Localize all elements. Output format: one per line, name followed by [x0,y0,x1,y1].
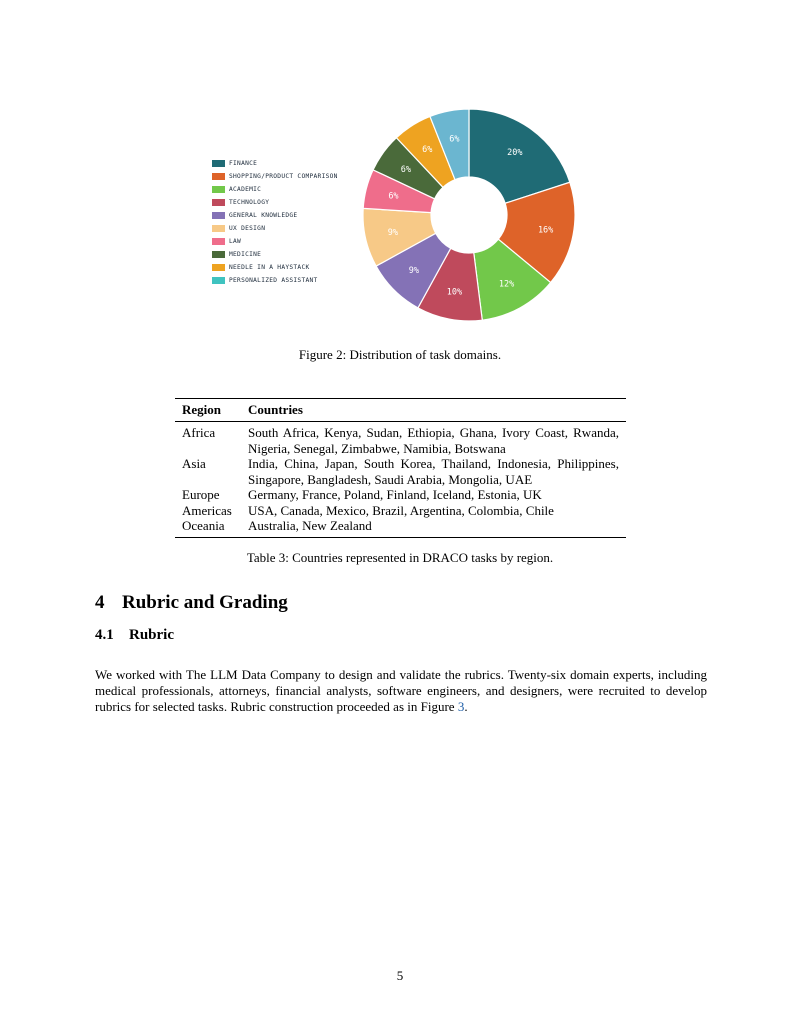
table-header-row [175,399,626,422]
legend-item [212,274,338,287]
legend-swatch [212,212,225,219]
legend-label: FINANCE [229,160,258,167]
donut-chart [358,104,580,326]
legend-label: NEEDLE IN A HAYSTACK [229,264,310,271]
legend-label: SHOPPING/PRODUCT COMPARISON [229,173,338,180]
body-paragraph [95,667,707,715]
legend-label: MEDICINE [229,251,262,258]
table-cell-region: Americas [182,502,232,518]
section-number: 4 [95,592,105,613]
paragraph-end: . [464,699,468,714]
slice-value-label: 6% [449,134,460,145]
subsection-heading [95,627,174,644]
legend-label: ACADEMIC [229,186,262,193]
slice-value-label: 16% [537,225,554,236]
legend-swatch [212,199,225,206]
legend-label: GENERAL KNOWLEDGE [229,212,298,219]
figure-caption: Figure 2: Distribution of task domains. [298,347,502,362]
legend-label: TECHNOLOGY [229,199,270,206]
legend-swatch [212,277,225,284]
page-number: 5 [396,968,404,983]
table-cell-countries: India, China, Japan, South Korea, Thailand, Indonesia, Philippines, Singapore, Bangladesh, Saudi Arabia, Mongolia, UAE [248,456,619,487]
slice-value-label: 6% [400,165,412,176]
table-header-countries: Countries [241,399,626,422]
slice-value-label: 9% [408,266,419,277]
table-cell-countries: Germany, France, Poland, Finland, Iceland, Estonia, UK [248,487,542,502]
table-cell-region: Asia [182,456,206,471]
legend-swatch [212,186,225,193]
table-cell-countries: South Africa, Kenya, Sudan, Ethiopia, Ghana, Ivory Coast, Rwanda, Nigeria, Senegal, Zimbabwe, Namibia, Botswana [248,425,619,456]
table-cell-region: Oceania [175,518,241,537]
subsection-number: 4.1 [95,627,114,643]
table-cell-countries: Australia, New Zealand [241,518,626,537]
table-row [175,456,626,487]
legend-item [212,248,338,261]
slice-value-label: 6% [388,191,399,202]
table-cell-countries: USA, Canada, Mexico, Brazil, Argentina, Colombia, Chile [248,502,554,518]
legend-label: PERSONALIZED ASSISTANT [229,277,318,284]
table-header-region: Region [175,399,241,422]
legend-item [212,261,338,274]
paragraph-text: We worked with The LLM Data Company to design and validate the rubrics. Twenty-six domain experts, including medical professionals, attorneys, financial analysts, software engineers, and designers, were recruited to develop rubrics for selected tasks. Rubric construction proceeded as in Figure [95,667,707,714]
legend-item [212,196,338,209]
legend-label: UX DESIGN [229,225,266,232]
legend-swatch [212,238,225,245]
slice-value-label: 20% [507,147,523,158]
slice-value-label: 10% [446,287,463,298]
subsection-title: Rubric [129,627,174,643]
legend-swatch [212,264,225,271]
section-heading [95,592,288,614]
legend-item [212,183,338,196]
table-cell-region: Africa [182,425,216,440]
slice-value-label: 6% [422,145,433,156]
legend-swatch [212,251,225,258]
slice-value-label: 12% [498,279,515,290]
table-row [175,422,626,457]
figure-reference-link[interactable]: 3 [457,699,465,714]
legend-item [212,209,338,222]
chart-legend [212,157,338,287]
table-caption: Table 3: Countries represented in DRACO tasks by region. [246,550,554,565]
legend-swatch [212,225,225,232]
legend-item [212,222,338,235]
legend-swatch [212,173,225,180]
table-row [175,518,626,537]
section-title: Rubric and Grading [122,592,288,613]
slice-value-label: 9% [387,228,399,239]
countries-table [175,398,626,538]
legend-item [212,235,338,248]
table-row [175,503,626,519]
legend-swatch [212,160,225,167]
legend-item [212,157,338,170]
legend-label: LAW [229,238,242,245]
table-row [175,487,626,503]
table-cell-region: Europe [182,487,220,502]
legend-item [212,170,338,183]
